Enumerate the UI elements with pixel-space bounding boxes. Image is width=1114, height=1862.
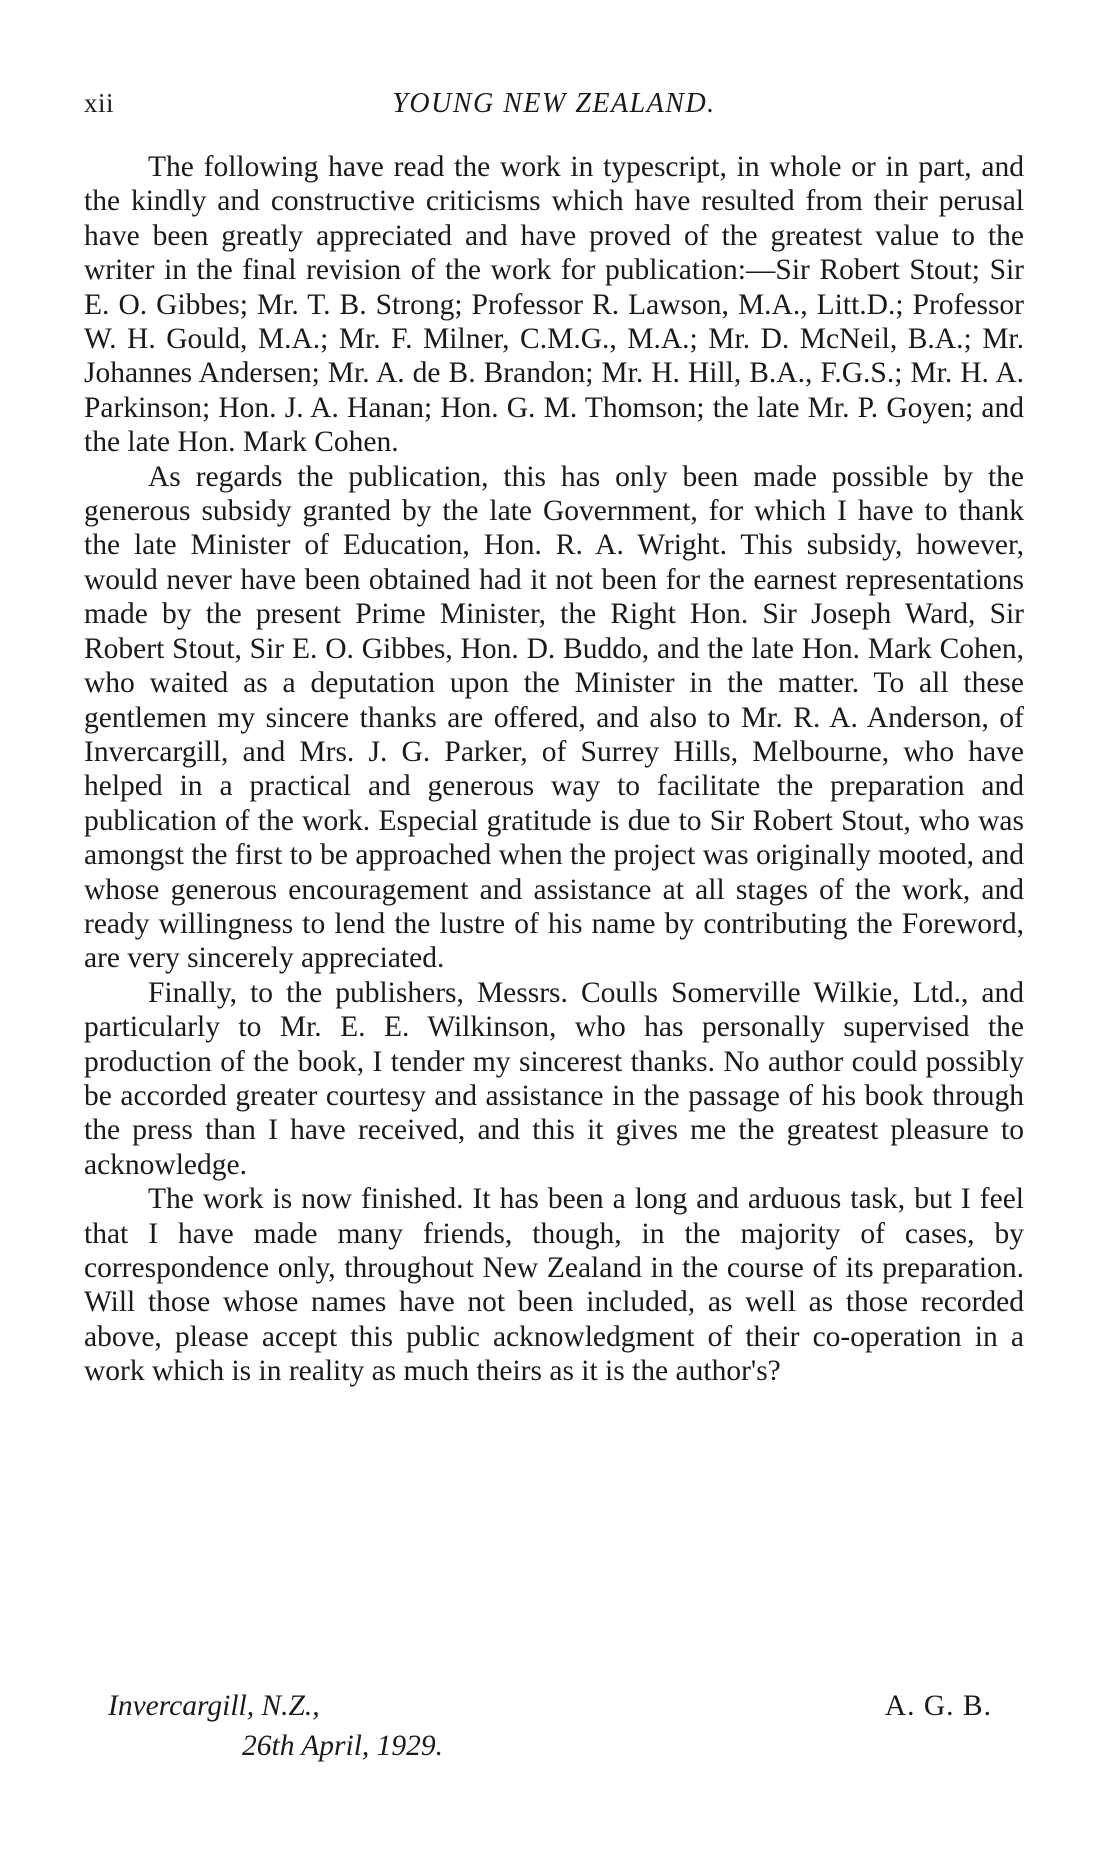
signoff — [84, 1686, 1024, 1806]
page-number: xii — [84, 88, 115, 118]
author-initials: A. G. B. — [884, 1690, 992, 1722]
paragraph-publication: As regards the publication, this has only been made possible by the generous subsidy granted by the late Government, for which I have to thank the late Minister of Education, Hon. R. A. Wright. This subsidy, however, would never have been obtained had it not been for the earnest representations made by the present Prime Minister, the Right Hon. Sir Joseph Ward, Sir Robert Stout, Sir E. O. Gibbes, Hon. D. Buddo, and the late Hon. Mark Cohen, who waited as a deputation upon the Minister in the matter. To all these gentlemen my sincere thanks are offered, and also to Mr. R. A. Anderson, of Invercargill, and Mrs. J. G. Parker, of Surrey Hills, Melbourne, who have helped in a practical and generous way to facilitate the preparation and publication of the work. Especial gratitude is due to Sir Robert Stout, who was amongst the first to be approached when the project was originally mooted, and whose generous encouragement and assistance at all stages of the work, and ready willingness to lend the lustre of his name by contributing the Foreword, are very sincerely appreciated. — [84, 460, 1024, 975]
body-text — [84, 150, 1024, 1389]
signoff-date: 26th April, 1929. — [242, 1730, 444, 1762]
running-title: YOUNG NEW ZEALAND. — [392, 88, 716, 119]
paragraph-closing: The work is now finished. It has been a long and arduous task, but I feel that I have made many friends, though, in the majority of cases, by correspondence only, throughout New Zealand in the course of its preparation. Will those whose names have not been included, as well as those recorded above, please accept this public acknowledgment of their co-operation in a work which is in reality as much theirs as it is the author's? — [84, 1183, 1024, 1388]
page-header — [84, 88, 1024, 128]
paragraph-publishers: Finally, to the publishers, Messrs. Coulls Somerville Wilkie, Ltd., and particularly to Mr. E. E. Wilkinson, who has personally supervised the production of the book, I tender my sincerest thanks. No author could possibly be accorded greater courtesy and assistance in the passage of his book through the press than I have received, and this it gives me the greatest pleasure to acknowledge. — [84, 976, 1024, 1181]
signoff-place: Invercargill, N.Z., — [108, 1690, 320, 1722]
paragraph-reviewers: The following have read the work in typescript, in whole or in part, and the kindly and constructive criticisms which have resulted from their perusal have been greatly appreciated and have proved of the greatest value to the writer in the final revision of the work for publication:—Sir Robert Stout; Sir E. O. Gibbes; Mr. T. B. Strong; Professor R. Lawson, M.A., Litt.D.; Professor W. H. Gould, M.A.; Mr. F. Milner, C.M.G., M.A.; Mr. D. McNeil, B.A.; Mr. Johannes Andersen; Mr. A. de B. Brandon; Mr. H. Hill, B.A., F.G.S.; Mr. H. A. Parkinson; Hon. J. A. Hanan; Hon. G. M. Thomson; the late Mr. P. Goyen; and the late Hon. Mark Cohen. — [84, 151, 1024, 459]
